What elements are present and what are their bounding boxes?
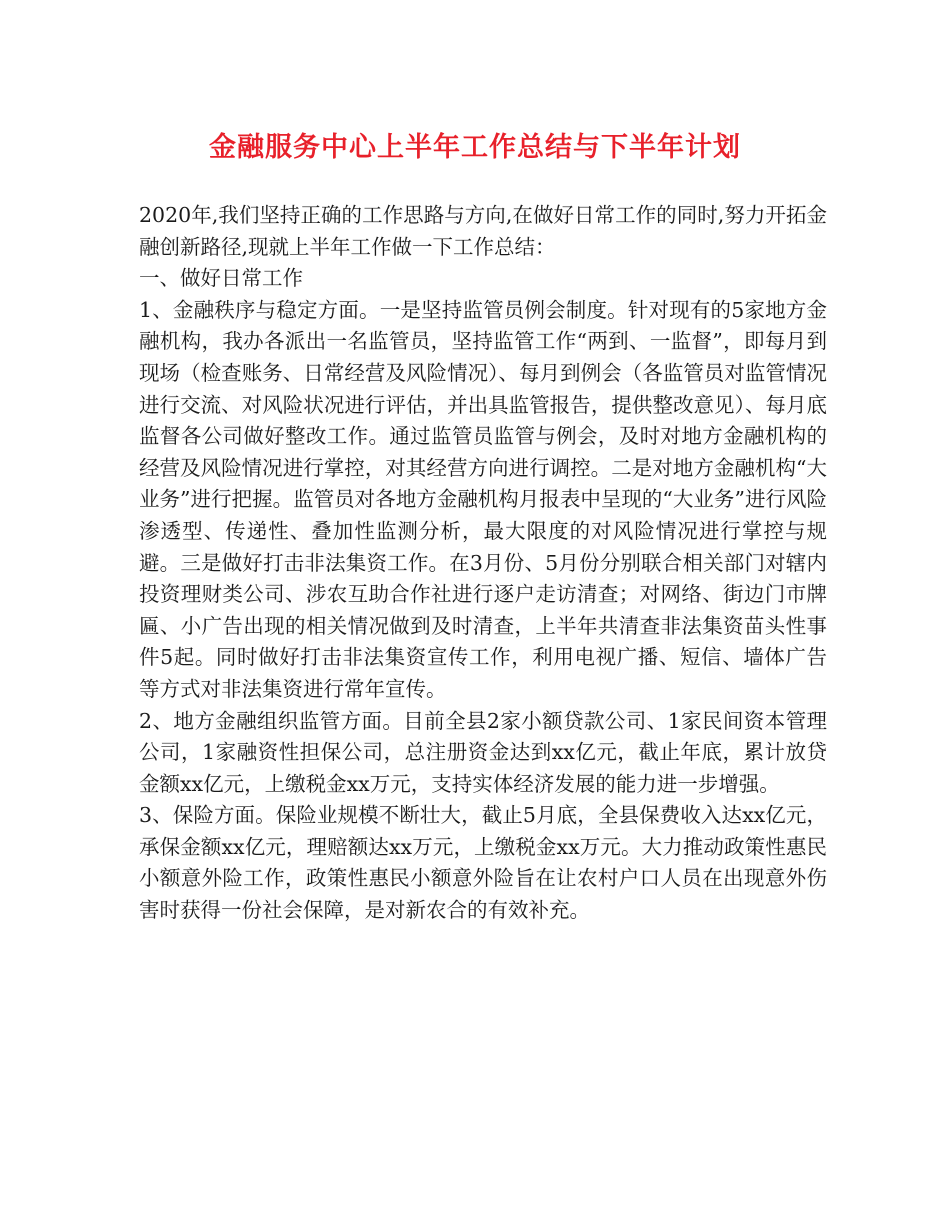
paragraph-intro: 2020年,我们坚持正确的工作思路与方向,在做好日常工作的同时,努力开拓金融创新路径,现就上半年工作做一下工作总结： <box>139 203 827 259</box>
paragraph-local-finance-supervision: 2、地方金融组织监管方面。目前全县2家小额贷款公司、1家民间资本管理公司，1家融资性担保公司，总注册资金达到xx亿元，截止年底，累计放贷金额xx亿元，上缴税金xx万元，支持实体经济发展的能力进一步增强。 <box>139 708 827 796</box>
paragraph-financial-order: 1、金融秩序与稳定方面。一是坚持监管员例会制度。针对现有的5家地方金融机构，我办各派出一名监管员，坚持监管工作“两到、一监督”，即每月到现场（检查账务、日常经营及风险情况）、每月到例会（各监管员对监管情况进行交流、对风险状况进行评估，并出具监管报告，提供整改意见）、每月底监督各公司做好整改工作。通过监管员监管与例会，及时对地方金融机构的经营及风险情况进行掌控，对其经营方向进行调控。二是对地方金融机构“大业务”进行把握。监管员对各地方金融机构月报表中呈现的“大业务”进行风险渗透型、传递性、叠加性监测分析，最大限度的对风险情况进行掌控与规避。三是做好打击非法集资工作。在3月份、5月份分别联合相关部门对辖内投资理财类公司、涉农互助合作社进行逐户走访清查；对网络、街边门市牌匾、小广告出现的相关情况做到及时清查，上半年共清查非法集资苗头性事件5起。同时做好打击非法集资宣传工作，利用电视广播、短信、墙体广告等方式对非法集资进行常年宣传。 <box>139 297 827 701</box>
section-heading-daily-work: 一、做好日常工作 <box>139 266 303 291</box>
document-body <box>139 200 827 927</box>
document-title: 金融服务中心上半年工作总结与下半年计划 <box>209 132 741 163</box>
paragraph-insurance: 3、保险方面。保险业规模不断壮大，截止5月底，全县保费收入达xx亿元，承保金额xx亿元，理赔额达xx万元，上缴税金xx万元。大力推动政策性惠民小额意外险工作，政策性惠民小额意外险旨在让农村户口人员在出现意外伤害时获得一份社会保障，是对新农合的有效补充。 <box>139 803 827 923</box>
